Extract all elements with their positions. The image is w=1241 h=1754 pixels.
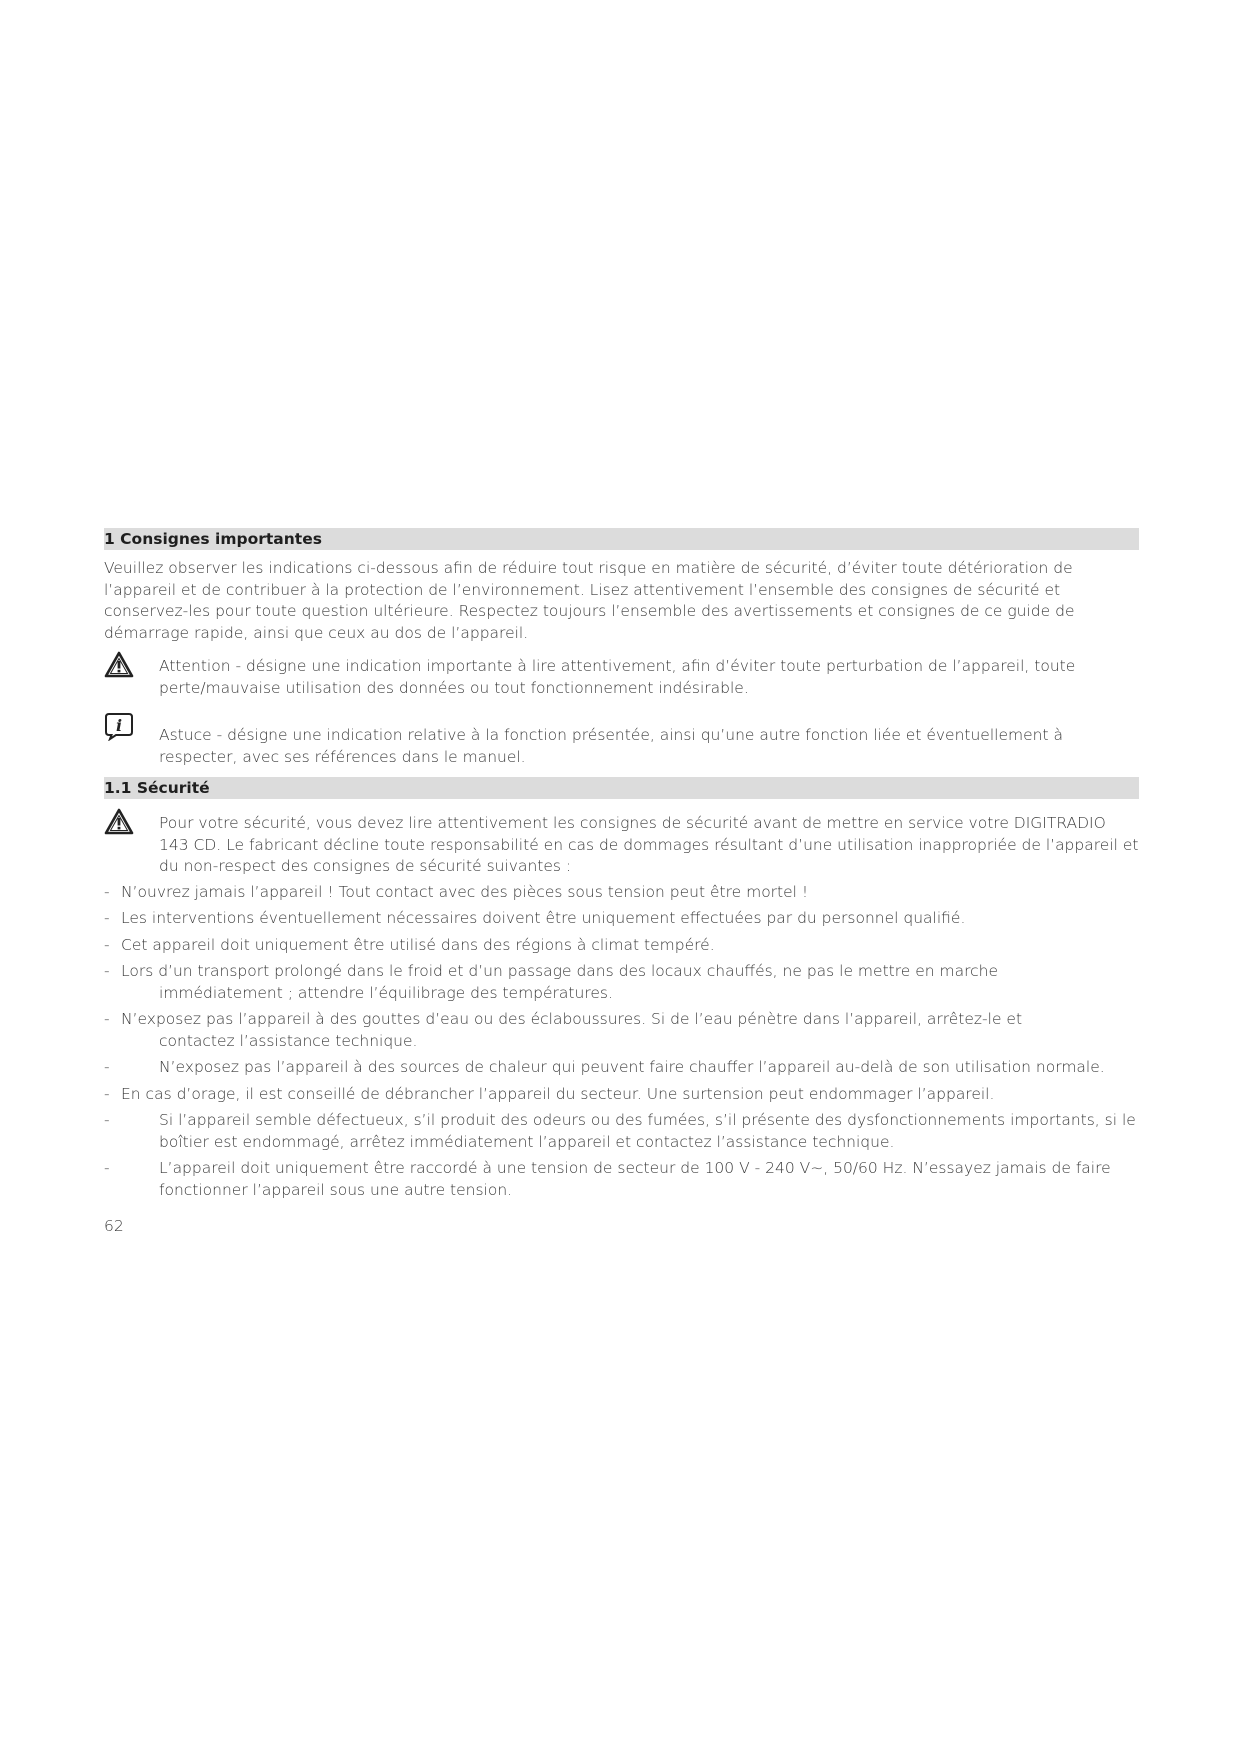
list-item: [104, 1009, 1139, 1052]
attention-notice: [104, 656, 1139, 699]
list-dash: -: [104, 935, 110, 954]
warning-triangle-icon: [104, 650, 134, 680]
list-item-text: Si l’appareil semble défectueux, s’il produit des odeurs ou des fumées, s’il présente des dysfonctionnements importants, si le boîtier est endommagé, arrêtez immédiatement l’appareil et contactez l’assistance technique.: [159, 1111, 1136, 1151]
list-item: [104, 1110, 1139, 1153]
page-number: 62: [104, 1217, 124, 1235]
list-item-text: L’appareil doit uniquement être raccordé à une tension de secteur de 100 V - 240 V~, 50/60 Hz. N’essayez jamais de faire fonctionner l’appareil sous une autre tension.: [159, 1159, 1111, 1199]
list-item-text: Cet appareil doit uniquement être utilisé dans des régions à climat tempéré.: [121, 935, 715, 954]
list-item-text: N’ouvrez jamais l’appareil ! Tout contact avec des pièces sous tension peut être mortel !: [121, 882, 809, 901]
list-item-text: N’exposez pas l’appareil à des sources de chaleur qui peuvent faire chauffer l’appareil au-delà de son utilisation normale.: [159, 1058, 1105, 1076]
list-dash: -: [104, 1058, 110, 1076]
list-dash: -: [104, 1010, 110, 1028]
list-dash: -: [104, 1111, 110, 1129]
list-item-text: Lors d’un transport prolongé dans le froid et d’un passage dans des locaux chauffés, ne pas le mettre en marche: [121, 962, 999, 980]
list-dash: -: [104, 882, 110, 901]
list-item: [104, 1158, 1139, 1201]
list-item: [104, 961, 1139, 1004]
warning-triangle-icon: [104, 807, 134, 837]
list-dash: -: [104, 1084, 110, 1103]
section-heading-consignes: 1 Consignes importantes: [104, 528, 1139, 550]
list-dash: -: [104, 909, 110, 927]
svg-text:i: i: [115, 716, 123, 735]
safety-warning-notice: [104, 813, 1139, 878]
list-item: [104, 1084, 1139, 1106]
list-item-continuation: immédiatement ; attendre l’équilibrage des températures.: [159, 983, 613, 1002]
intro-paragraph: Veuillez observer les indications ci-dessous afin de réduire tout risque en matière de sécurité, d’éviter toute détérioration de l’appareil et de contribuer à la protection de l’environnement. Lisez attentivement l’ensemble des consignes de sécurité et conservez-les pour toute question ultérieure. Respectez toujours l’ensemble des avertissements et consignes de ce guide de démarrage rapide, ainsi que ceux au dos de l’appareil.: [104, 559, 1075, 642]
attention-text: Attention - désigne une indication importante à lire attentivement, afin d’éviter toute perturbation de l’appareil, toute perte/mauvaise utilisation des données ou tout fonctionnement indésirable.: [159, 657, 1076, 697]
manual-page: [104, 528, 1139, 1237]
list-item-text: N’exposez pas l’appareil à des gouttes d’eau ou des éclaboussures. Si de l’eau pénètre dans l’appareil, arrêtez-le et: [121, 1010, 1023, 1028]
tip-notice: [104, 713, 1139, 768]
list-item: [104, 908, 1139, 930]
list-dash: -: [104, 962, 110, 980]
section-heading-securite: 1.1 Sécurité: [104, 777, 1139, 799]
list-item-text: Les interventions éventuellement nécessaires doivent être uniquement effectuées par du personnel qualifié.: [121, 909, 966, 927]
list-item: [104, 935, 1139, 957]
list-item: [104, 882, 1139, 904]
safety-rules-list: [104, 882, 1139, 1202]
safety-warning-text: Pour votre sécurité, vous devez lire attentivement les consignes de sécurité avant de mettre en service votre DIGITRADIO 143 CD. Le fabricant décline toute responsabilité en cas de dommages résultant d’une utilisation inappropriée de l’appareil et du non-respect des consignes de sécurité suivantes :: [159, 814, 1139, 875]
tip-text: Astuce - désigne une indication relative à la fonction présentée, ainsi qu’une autre fonction liée et éventuellement à respecter, avec ses références dans le manuel.: [159, 726, 1063, 766]
list-item-text: En cas d’orage, il est conseillé de débrancher l’appareil du secteur. Une surtension peut endommager l’appareil.: [121, 1084, 995, 1103]
list-item: [104, 1057, 1139, 1079]
info-tip-icon: [104, 711, 134, 741]
list-dash: -: [104, 1159, 110, 1177]
list-item-continuation: contactez l’assistance technique.: [159, 1031, 418, 1050]
